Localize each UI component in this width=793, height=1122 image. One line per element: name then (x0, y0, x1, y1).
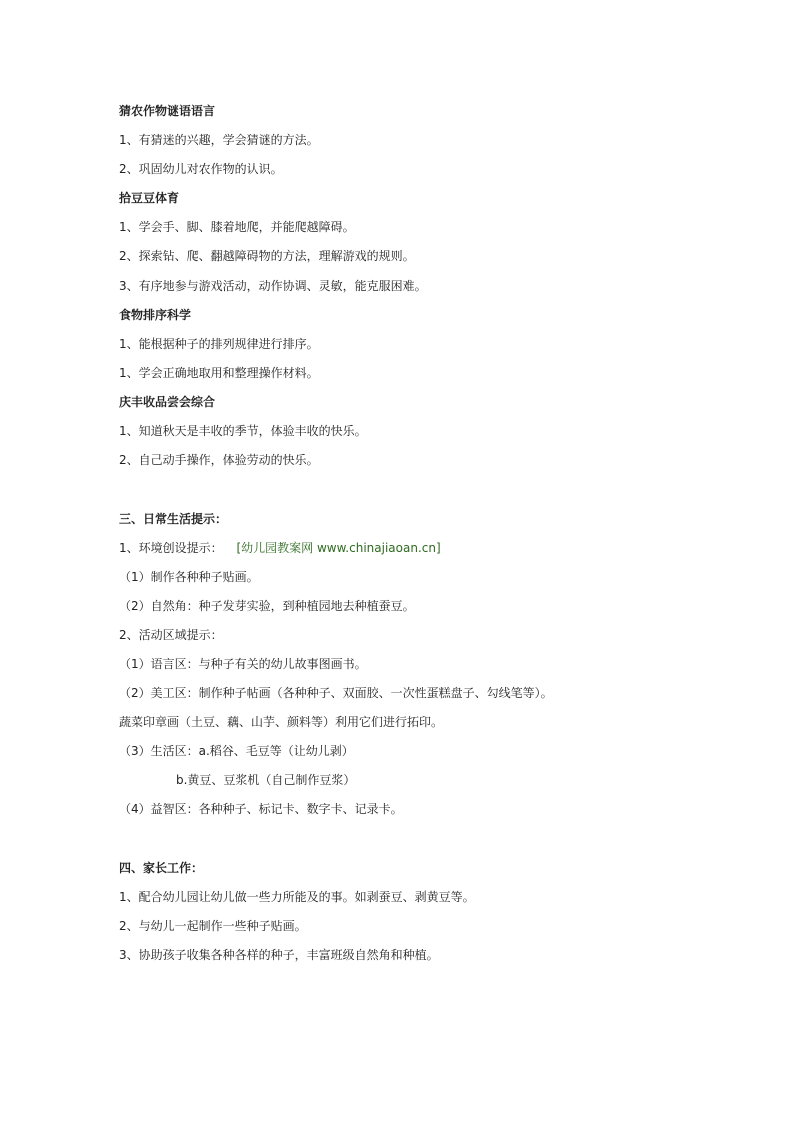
site-link[interactable]: [幼儿园教案网 www.chinajiaoan.cn] (236, 541, 441, 555)
list-item: （2）自然角：种子发芽实验，到种植园地去种植蚕豆。 (119, 599, 415, 613)
list-item: 2、活动区域提示： (119, 628, 223, 642)
list-item: b.黄豆、豆浆机（自己制作豆浆） (176, 773, 356, 787)
list-item: 1、学会手、脚、膝着地爬，并能爬越障碍。 (119, 220, 355, 234)
list-item: 2、探索钻、爬、翻越障碍物的方法，理解游戏的规则。 (119, 249, 415, 263)
list-item: 3、协助孩子收集各种各样的种子，丰富班级自然角和种植。 (119, 948, 439, 962)
list-item: （2）美工区：制作种子帖画（各种种子、双面胶、一次性蛋糕盘子、勾线笔等）。 (119, 686, 553, 700)
env-prefix: 1、环境创设提示： (119, 541, 223, 555)
list-item: 2、与幼儿一起制作一些种子贴画。 (119, 919, 307, 933)
section-title: 庆丰收品尝会综合 (119, 395, 216, 409)
list-item: 1、能根据种子的排列规律进行排序。 (119, 337, 319, 351)
list-item: 2、巩固幼儿对农作物的认识。 (119, 162, 283, 176)
list-item: 1、配合幼儿园让幼儿做一些力所能及的事。如剥蚕豆、剥黄豆等。 (119, 890, 475, 904)
list-item: （1）语言区：与种子有关的幼儿故事图画书。 (119, 657, 367, 671)
env-line (119, 540, 441, 556)
daily-title: 三、日常生活提示： (119, 512, 228, 526)
list-item: 1、学会正确地取用和整理操作材料。 (119, 366, 319, 380)
list-item: 1、有猜迷的兴趣，学会猜谜的方法。 (119, 133, 319, 147)
section-title: 食物排序科学 (119, 308, 192, 322)
list-item: 蔬菜印章画（土豆、藕、山芋、颜料等）利用它们进行拓印。 (119, 715, 444, 729)
section-title: 猜农作物谜语语言 (119, 104, 216, 118)
section-title: 拾豆豆体育 (119, 191, 180, 205)
list-item: 2、自己动手操作，体验劳动的快乐。 (119, 453, 319, 467)
list-item: 1、知道秋天是丰收的季节，体验丰收的快乐。 (119, 424, 367, 438)
list-item: （1）制作各种种子贴画。 (119, 570, 259, 584)
list-item: （4）益智区：各种种子、标记卡、数字卡、记录卡。 (119, 802, 403, 816)
parents-title: 四、家长工作： (119, 861, 204, 875)
list-item: （3）生活区：a.稻谷、毛豆等（让幼儿剥） (119, 744, 354, 758)
list-item: 3、有序地参与游戏活动，动作协调、灵敏，能克服困难。 (119, 279, 427, 293)
